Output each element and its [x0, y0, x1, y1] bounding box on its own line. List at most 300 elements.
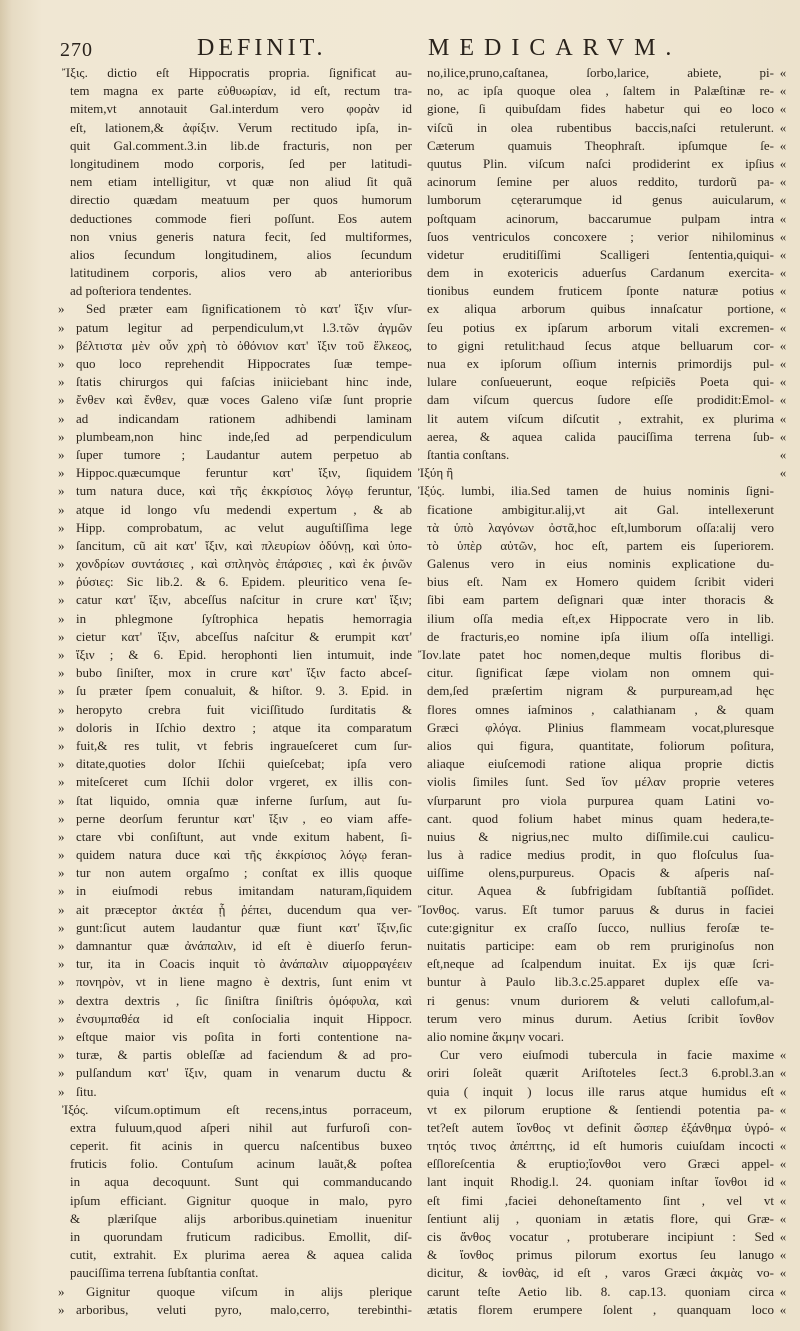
- quotation-marker: «: [779, 137, 787, 153]
- text-line: [58, 1246, 412, 1264]
- line-text: Ἴον.late patet hoc nomen,deque multis floribus di-: [418, 647, 774, 662]
- text-line: [416, 464, 792, 482]
- line-text: fruticis folio. Contuſum acinum lauãt,& poſtea: [70, 1156, 412, 1172]
- line-text: quia ( inquit ) locus ille rarus atque humidus eſt: [427, 1083, 774, 1099]
- text-line: [416, 64, 792, 82]
- line-text: cute:gignitur ex craſſo ſucco, nullius feroſæ te-: [427, 919, 774, 935]
- line-text: ſentiunt alij , quoniam in ætatis flore, qui Græ-: [427, 1210, 774, 1226]
- quotation-marker: «: [779, 301, 787, 317]
- quotation-marker: «: [779, 1174, 787, 1190]
- text-line: [58, 100, 412, 118]
- text-line: [58, 1173, 412, 1191]
- line-text: Ἰξός. viſcum.optimum eſt recens,intus porraceum,: [62, 1101, 412, 1117]
- text-line: [58, 810, 412, 828]
- line-text: buntur à Paulo lib.3.c.25.apparet duplex eſſe va-: [427, 974, 774, 990]
- line-text: ſtat liquido, omnia quæ inferne ſurſum, aut ſu-: [76, 792, 412, 808]
- line-text: πονηρὸν, vt in liene magno è dextris, ſunt enim vt: [76, 974, 412, 990]
- line-text: cietur κατ' ἴξιν, abceſſus naſcitur & erumpit κατ': [76, 628, 412, 644]
- text-line: [58, 1228, 412, 1246]
- quotation-marker: «: [779, 192, 787, 208]
- text-line: [416, 937, 792, 955]
- quotation-marker: «: [779, 1101, 787, 1117]
- text-line: [58, 1046, 412, 1064]
- line-text: non vnius generis natura fecit, ſed multiformes,: [70, 228, 412, 244]
- text-line: [416, 828, 792, 846]
- line-text: arboribus, veluti pyro, malo,cerro, terebinthi-: [76, 1301, 412, 1317]
- line-text: lumborum cęterarumque id genus auicularum,: [427, 192, 774, 208]
- text-line: [416, 1192, 792, 1210]
- text-line: [416, 428, 792, 446]
- text-line: [416, 1264, 792, 1282]
- text-line: [416, 373, 792, 391]
- quotation-marker: «: [779, 265, 787, 281]
- line-text: τὰ ὑπὸ λαγόνων ὀστᾶ,hoc eſt,lumborum oſſa:alij vero: [427, 519, 774, 535]
- quotation-marker: «: [779, 174, 787, 190]
- line-text: lit autem viſcum diſcutit , extrahit, ex plurima: [427, 410, 774, 426]
- text-line: [58, 337, 412, 355]
- text-line: [58, 464, 412, 482]
- line-text: dem in exotericis aduerſus Cardanum exercita-: [427, 265, 774, 281]
- text-line: [416, 1137, 792, 1155]
- quotation-marker: «: [779, 1119, 787, 1135]
- text-line: [416, 555, 792, 573]
- quotation-marker: «: [779, 337, 787, 353]
- quotation-marker: «: [779, 1083, 787, 1099]
- text-line: [58, 446, 412, 464]
- line-text: to gigni retulit:haud ſecus atque belluarum cor-: [427, 337, 774, 353]
- quotation-marker: »: [58, 865, 65, 881]
- line-text: tet?eſt autem ἴονθος vt definit ὥσπερ ἐξάνθημα ὑγρό-: [427, 1119, 774, 1135]
- line-text: Ἰξύς. lumbi, ilia.Sed tamen de huius nominis ſigni-: [418, 483, 774, 499]
- text-line: [416, 537, 792, 555]
- line-text: quidem natura duce καὶ τῆς ἐκκρίσιος λόγῳ feran-: [76, 847, 412, 863]
- quotation-marker: «: [779, 1229, 787, 1244]
- text-line: [58, 373, 412, 391]
- text-line: [58, 428, 412, 446]
- text-line: [416, 173, 792, 191]
- text-line: [416, 610, 792, 628]
- line-text: uiſſime olens,purpureus. Opacis & aſperis naſ-: [427, 865, 774, 881]
- line-text: ipſum efficiant. Gignitur quoque in malo, pyro: [70, 1192, 412, 1208]
- line-text: tur, ita in Coacis inquit τὸ ἀνάπαλιν αἱμορραγέειν: [76, 956, 412, 972]
- text-line: [416, 246, 792, 264]
- line-text: poſtquam acinorum, baccarumue pulpam intra: [427, 210, 774, 226]
- line-text: ἴξιν ; & 6. Epid. herophonti lien intumuit, inde: [76, 647, 412, 662]
- text-line: [58, 955, 412, 973]
- line-text: ſeu potius ex ipſarum arborum vitali excremen-: [427, 319, 774, 335]
- text-line: [58, 228, 412, 246]
- line-text: τὸ ὑπὲρ αὐτῶν, hoc eſt, partem eis ſuperiorem.: [427, 537, 774, 553]
- quotation-marker: «: [779, 1192, 787, 1208]
- text-line: [416, 973, 792, 991]
- line-text: & plæriſque alijs arboribus.quinetiam inuenitur: [70, 1210, 412, 1226]
- quotation-marker: »: [58, 501, 65, 517]
- text-line: [58, 210, 412, 228]
- line-text: Cur vero eiuſmodi tubercula in facie maxime: [440, 1047, 774, 1063]
- line-text: nua ex ipſorum oſſium internis primordijs pul-: [427, 356, 774, 371]
- line-text: ſtantia conſtans.: [427, 446, 510, 462]
- text-line: [58, 628, 412, 646]
- quotation-marker: »: [58, 647, 65, 662]
- line-text: in phlegmone ſyſtrophica hepatis hemorragia: [76, 610, 412, 626]
- quotation-marker: »: [58, 1283, 65, 1299]
- quotation-marker: «: [779, 283, 787, 299]
- text-line: [416, 682, 792, 700]
- line-text: χονδρίων συντάσιες , καὶ σπληνὸς ἐπάρσιες , καὶ ἐκ ῥινῶν: [76, 556, 412, 572]
- quotation-marker: »: [58, 828, 65, 844]
- text-line: [58, 155, 412, 173]
- line-text: ri genus: vnum duriorem & veluti callofum,al-: [427, 992, 774, 1008]
- line-text: lus à radice medius prodit, in quo floſculus ſua-: [427, 847, 774, 863]
- line-text: atque id longo vſu medendi expertum , & ab: [76, 501, 412, 517]
- line-text: carunt teſte Aetio lib. 8. cap.13. quoniam circa: [427, 1283, 774, 1299]
- text-line: [58, 119, 412, 137]
- text-line: [416, 1283, 792, 1301]
- line-text: ἔνθεν καὶ ἔνθεν, quæ voces Galeno viſæ ſunt proprie: [76, 392, 412, 408]
- text-line: [416, 1155, 792, 1173]
- quotation-marker: »: [58, 465, 65, 481]
- line-text: τητός τινος ἀπέπτης, id eſt humoris cuiuſdam incocti: [427, 1138, 774, 1154]
- text-line: [416, 210, 792, 228]
- quotation-marker: »: [58, 337, 65, 353]
- quotation-marker: »: [58, 392, 65, 408]
- text-line: [416, 1101, 792, 1119]
- right-text-column: [416, 64, 792, 1319]
- line-text: nem etiam intelligitur, vt quæ non aliud ſit quã: [70, 174, 412, 190]
- text-line: [416, 355, 792, 373]
- line-text: fuit,& res tulit, vt febris ingraueſceret cum ſur-: [76, 737, 412, 753]
- text-line: [416, 1083, 792, 1101]
- quotation-marker: »: [58, 683, 65, 699]
- line-text: lulare conſueuerunt, eoque reſpiciẽs Poeta qui-: [427, 374, 774, 390]
- line-text: ſuper tumore ; Laudantur autem perpetuo ab: [76, 446, 412, 462]
- text-line: [416, 773, 792, 791]
- text-line: [58, 355, 412, 373]
- text-line: [58, 1028, 412, 1046]
- line-text: eſt,neque ad ſcalpendum inuitat. Ex ijs quæ ſcri-: [427, 956, 774, 972]
- line-text: Hipp. comprobatum, ac velut auguſtiſſima lege: [76, 519, 412, 535]
- line-text: ctare vbi conſiſtunt, aut vnde exitum habent, ſi-: [76, 828, 412, 844]
- line-text: deductiones commode fieri poſſunt. Eos autem: [70, 210, 412, 226]
- line-text: alios qui figura, quantitate, foliorum poſitura,: [427, 737, 774, 753]
- line-text: ceperit. fit acinis in quercu naſcentibus buxeo: [70, 1138, 412, 1154]
- text-line: [416, 482, 792, 500]
- text-line: [58, 64, 412, 82]
- text-line: [58, 937, 412, 955]
- text-line: [58, 701, 412, 719]
- quotation-marker: »: [58, 356, 65, 371]
- line-text: vſurparunt pro viola purpurea quam Latini vo-: [427, 792, 774, 808]
- text-line: [58, 1137, 412, 1155]
- text-line: [58, 1210, 412, 1228]
- running-head-left: DEFINIT.: [197, 35, 327, 61]
- text-line: [416, 1246, 792, 1264]
- text-line: [58, 1264, 412, 1282]
- line-text: pauciſſima terrena ſubſtantia conſtat.: [70, 1265, 259, 1281]
- quotation-marker: «: [779, 392, 787, 408]
- line-text: ſibi eam partem deſignari quæ inter thoracis &: [427, 592, 774, 608]
- text-line: [416, 446, 792, 464]
- text-line: [58, 792, 412, 810]
- quotation-marker: »: [58, 1028, 65, 1044]
- left-text-column: [58, 64, 412, 1319]
- line-text: de fracturis,eo nomine ipſa ilium oſſa intelligi.: [427, 628, 774, 644]
- quotation-marker: «: [779, 1301, 787, 1317]
- text-line: [58, 1119, 412, 1137]
- quotation-marker: »: [58, 519, 65, 535]
- line-text: quutus Plin. viſcum naſci prodiderint ex ipſius: [427, 155, 774, 171]
- line-text: in aqua decoquunt. Sunt qui commanducando: [70, 1174, 412, 1190]
- line-text: vt ex pilorum eruptione & ſentiendi potentia pa-: [427, 1101, 774, 1117]
- text-line: [58, 1064, 412, 1082]
- text-line: [416, 300, 792, 318]
- quotation-marker: «: [779, 446, 787, 462]
- quotation-marker: «: [779, 1138, 787, 1154]
- text-line: [58, 755, 412, 773]
- text-line: [416, 264, 792, 282]
- quotation-marker: »: [58, 919, 65, 935]
- text-line: [58, 664, 412, 682]
- text-line: [416, 337, 792, 355]
- quotation-marker: »: [58, 774, 65, 790]
- line-text: ficatione ambigitur.alij,vt ait Gal. intellexerunt: [427, 501, 774, 517]
- quotation-marker: «: [779, 319, 787, 335]
- quotation-marker: «: [779, 1265, 787, 1281]
- quotation-marker: «: [779, 1247, 787, 1263]
- line-text: aliaque eiuſcemodi ratione aliqua proprie dictis: [427, 756, 774, 772]
- quotation-marker: »: [58, 537, 65, 553]
- quotation-marker: «: [779, 1047, 787, 1063]
- line-text: dicitur, & ἰονθὰς, id eſt , varos Græci ἀκμὰς vo-: [427, 1265, 774, 1281]
- text-line: [58, 737, 412, 755]
- quotation-marker: »: [58, 974, 65, 990]
- text-line: [58, 992, 412, 1010]
- quotation-marker: «: [779, 1283, 787, 1299]
- quotation-marker: «: [779, 428, 787, 444]
- text-line: [416, 864, 792, 882]
- text-line: [58, 682, 412, 700]
- quotation-marker: »: [58, 446, 65, 462]
- text-line: [58, 1101, 412, 1119]
- quotation-marker: »: [58, 810, 65, 826]
- line-text: doloris in Iſchio dextro ; atque ita comparatum: [76, 719, 412, 735]
- line-text: aerea, & aquea calida pauciſſima terrena ſub-: [427, 428, 774, 444]
- quotation-marker: »: [58, 883, 65, 899]
- line-text: ætatis florem erumpere ſolent , quanquam loco: [427, 1301, 774, 1317]
- text-line: [416, 919, 792, 937]
- quotation-marker: »: [58, 574, 65, 590]
- line-text: & ἴονθος primus pilorum exortus ſeu lanugo: [427, 1247, 774, 1263]
- quotation-marker: »: [58, 956, 65, 972]
- line-text: turæ, & partis obleſſæ ad faciendum & ad pro-: [76, 1047, 412, 1063]
- text-line: [416, 901, 792, 919]
- text-line: [58, 391, 412, 409]
- text-line: [58, 173, 412, 191]
- line-text: eſtque maior vis poſita in forti contentione na-: [76, 1028, 412, 1044]
- text-line: [58, 537, 412, 555]
- text-line: [416, 228, 792, 246]
- text-line: [416, 1210, 792, 1228]
- line-text: perne deorſum feruntur κατ' ἴξιν , eo viam affe-: [76, 810, 412, 826]
- quotation-marker: «: [779, 65, 787, 80]
- text-line: [416, 992, 792, 1010]
- line-text: ῥύσιες: Sic lib.2. & 6. Epidem. pleuritico vena ſe-: [76, 574, 412, 590]
- line-text: nuitatis participe: eam ob rem pruriginoſus non: [427, 938, 774, 953]
- line-text: alios ſecundum longitudinem, alios ſecundum: [70, 246, 412, 262]
- text-line: [416, 137, 792, 155]
- text-line: [58, 501, 412, 519]
- line-text: Ἴονθος. varus. Eſt tumor paruus & durus in faciei: [418, 901, 774, 917]
- text-line: [416, 591, 792, 609]
- line-text: ilium oſſa media eſt,ex Hippocrate vero in lib.: [427, 610, 774, 626]
- line-text: ἐνσυμπαθέα id eſt conſocialia inquit Hippocr.: [76, 1010, 412, 1026]
- quotation-marker: »: [58, 556, 65, 572]
- line-text: cis ἄνθος vocatur , protuberare incipiunt : Sed: [427, 1229, 774, 1244]
- line-text: heropyto crebra fuit viciſſitudo ſurditatis &: [76, 701, 412, 717]
- line-text: ad poſteriora tendentes.: [70, 283, 192, 299]
- text-line: [416, 646, 792, 664]
- line-text: tum natura duce, καὶ τῆς ἐκκρίσιος λόγῳ feruntur,: [76, 483, 412, 499]
- text-line: [58, 1155, 412, 1173]
- quotation-marker: »: [58, 719, 65, 735]
- quotation-marker: »: [58, 319, 65, 335]
- text-line: [416, 82, 792, 100]
- quotation-marker: »: [58, 301, 65, 317]
- line-text: plumbeam,non hinc inde,ſed ad perpendiculum: [76, 428, 412, 444]
- text-line: [416, 1010, 792, 1028]
- line-text: no,ilice,pruno,caſtanea, ſorbo,larice, abiete, pi-: [427, 65, 774, 80]
- line-text: cant. quod folium habet minus quam hedera,te-: [427, 810, 774, 826]
- line-text: dem,ſed præſertim nigram & purpuream,ad hęc: [427, 683, 774, 699]
- line-text: Hippoc.quæcumque feruntur κατ' ἴξιν, ſiquidem: [76, 465, 412, 481]
- line-text: directio quædam meatuum per quos humorum: [70, 192, 412, 208]
- text-line: [416, 319, 792, 337]
- text-line: [416, 810, 792, 828]
- text-line: [58, 719, 412, 737]
- text-line: [416, 1028, 792, 1046]
- line-text: pulſandum κατ' ἴξιν, quam in venarum ductu &: [76, 1065, 412, 1081]
- quotation-marker: «: [779, 1065, 787, 1081]
- quotation-marker: »: [58, 847, 65, 863]
- line-text: damnantur quæ ἀνάπαλιν, id eſt è diuerſo ferun-: [76, 938, 412, 953]
- text-line: [416, 846, 792, 864]
- text-line: [416, 191, 792, 209]
- line-text: in quorundam fruticum radicibus. Emollit, diſ-: [70, 1229, 412, 1244]
- quotation-marker: »: [58, 428, 65, 444]
- text-line: [58, 646, 412, 664]
- line-text: citur. ſignificat ſæpe violam non omnem qui-: [427, 665, 774, 681]
- quotation-marker: »: [58, 1047, 65, 1063]
- text-line: [416, 792, 792, 810]
- text-line: [58, 555, 412, 573]
- line-text: Græci φλόγα. Plinius flammeam vocat,pluresque: [427, 719, 774, 735]
- text-line: [58, 519, 412, 537]
- quotation-marker: «: [779, 101, 787, 117]
- line-text: oriri ſoleãt quærit Ariſtoteles ſect.3 6.probl.3.an: [427, 1065, 774, 1081]
- text-line: [416, 1064, 792, 1082]
- line-text: latitudinem corporis, alios vero ab anterioribus: [70, 265, 412, 281]
- line-text: tionibus eundem fruticem ſponte naturæ potius: [427, 283, 774, 299]
- text-line: [416, 755, 792, 773]
- text-line: [416, 119, 792, 137]
- text-line: [416, 664, 792, 682]
- text-line: [58, 410, 412, 428]
- line-text: ad indicandam rationem adhibendi laminam: [76, 410, 412, 426]
- quotation-marker: »: [58, 737, 65, 753]
- quotation-marker: »: [58, 992, 65, 1008]
- line-text: Galenus vero in eius nominis explicatione du-: [427, 556, 774, 572]
- line-text: βέλτιστα μὲν οὖν χρὴ τὸ ὀθόνιον κατ' ἴξιν τοῦ ἕλκεος,: [76, 337, 412, 353]
- text-line: [58, 1283, 412, 1301]
- line-text: gunt:ſicut autem laudantur quæ fiunt κατ' ἴξιν,ſic: [76, 919, 412, 935]
- line-text: longitudinem modo corporis, ſed per latitudi-: [70, 155, 412, 171]
- quotation-marker: »: [58, 628, 65, 644]
- text-line: [58, 137, 412, 155]
- text-line: [58, 828, 412, 846]
- text-line: [416, 391, 792, 409]
- text-line: [58, 1083, 412, 1101]
- text-line: [416, 1119, 792, 1137]
- text-line: [58, 1301, 412, 1319]
- quotation-marker: »: [58, 483, 65, 499]
- line-text: cutit, extrahit. Ex plurima aerea & aquea calida: [70, 1247, 412, 1263]
- quotation-marker: «: [779, 374, 787, 390]
- line-text: Cæterum quamuis Theophraſt. ipſumque ſe-: [427, 137, 774, 153]
- quotation-marker: «: [779, 119, 787, 135]
- text-line: [58, 1192, 412, 1210]
- quotation-marker: »: [58, 901, 65, 917]
- running-head-right: MEDICARVM.: [428, 35, 682, 61]
- quotation-marker: »: [58, 665, 65, 681]
- quotation-marker: »: [58, 938, 65, 953]
- quotation-marker: «: [779, 210, 787, 226]
- text-line: [416, 628, 792, 646]
- text-line: [58, 191, 412, 209]
- quotation-marker: »: [58, 1301, 65, 1317]
- quotation-marker: «: [779, 228, 787, 244]
- quotation-marker: »: [58, 756, 65, 772]
- line-text: eſt, lationem,& ἀφίξιν. Verum rectitudo ipſa, in-: [70, 119, 412, 135]
- quotation-marker: »: [58, 701, 65, 717]
- text-line: [416, 1173, 792, 1191]
- line-text: extra fuluum,quod aſperi nihil aut furfuroſi con-: [70, 1119, 412, 1135]
- text-line: [416, 573, 792, 591]
- line-text: in eiuſmodi rebus imitandam naturam,ſiquidem: [76, 883, 412, 899]
- line-text: Gignitur quoque viſcum in alijs plerique: [86, 1283, 412, 1299]
- line-text: bubo ſiniſter, mox in crure κατ' ἴξιν facto abceſ-: [76, 665, 412, 681]
- text-line: [58, 610, 412, 628]
- text-line: [58, 919, 412, 937]
- line-text: nuius & nigrius,nec multo diſſimile.cui caulicu-: [427, 828, 774, 844]
- line-text: Ἰξύη ἢ: [418, 465, 454, 481]
- text-line: [416, 1228, 792, 1246]
- line-text: terum vero minus durum. Aetius ſcribit ἴονθον: [427, 1010, 774, 1026]
- line-text: flores omnes iaſminos , calathianam , & quam: [427, 701, 774, 717]
- text-line: [58, 300, 412, 318]
- text-line: [58, 1010, 412, 1028]
- quotation-marker: »: [58, 374, 65, 390]
- line-text: ait præceptor ἀκτέα ᾗ ῥέπει, ducendum qua ver-: [76, 901, 412, 917]
- page-number: 270: [60, 39, 93, 61]
- line-text: Ἴξις. dictio eſt Hippocratis propria. ſignificat au-: [62, 65, 412, 80]
- text-line: [58, 973, 412, 991]
- line-text: ſuos ventriculos concoxere ; verior nihilominus: [427, 228, 774, 244]
- line-text: gione, ſi quibuſdam fides habetur qui eo loco: [427, 101, 774, 117]
- text-line: [58, 591, 412, 609]
- line-text: ditate,quoties dolor Iſchii quieſcebat; ipſa vero: [76, 756, 412, 772]
- quotation-marker: «: [779, 1156, 787, 1172]
- line-text: bius eſt. Nam ex Homero quidem ſcribit videri: [427, 574, 774, 590]
